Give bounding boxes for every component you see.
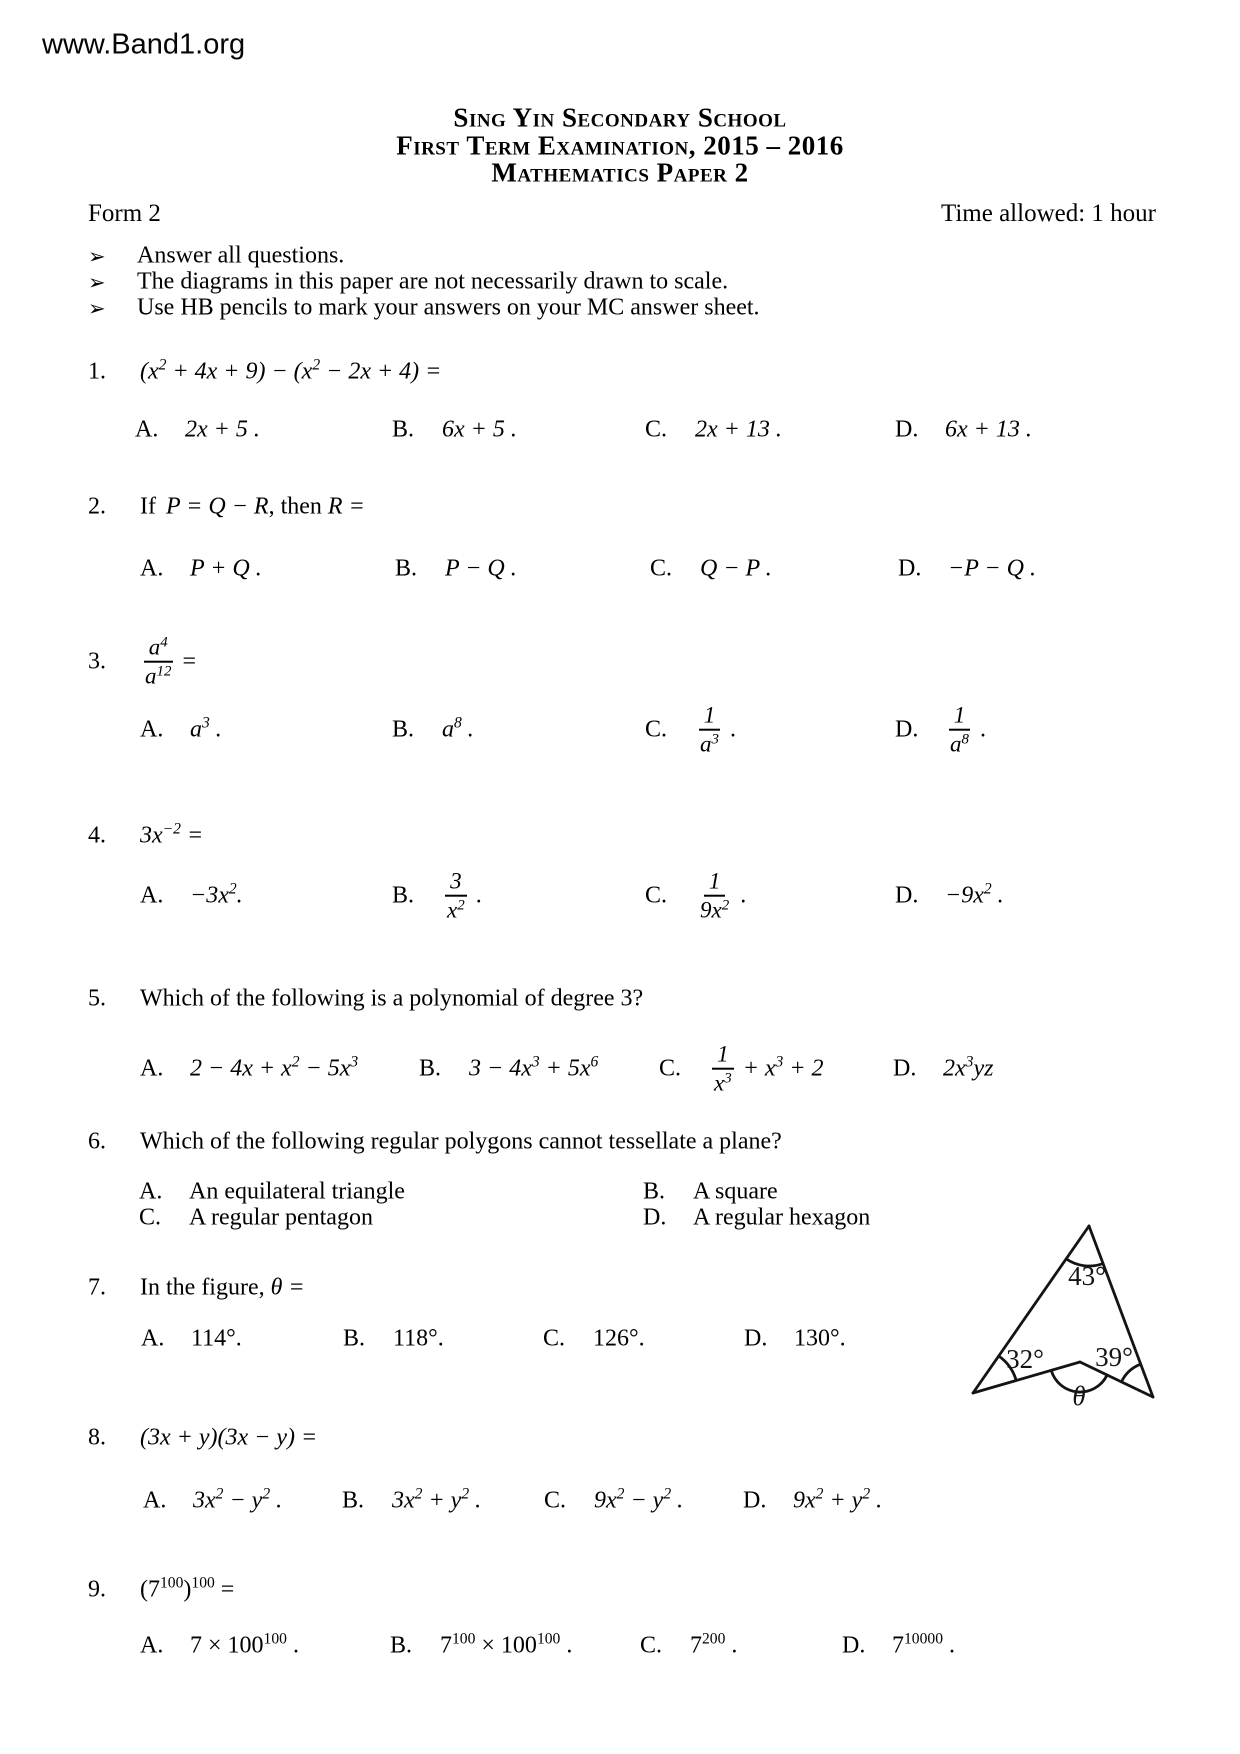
q4-stem-math: $3x^{-2}$ = <box>140 820 204 849</box>
q1-option-a: A. 2x + 5 . <box>135 416 260 443</box>
watermark-text: www.Band1.org <box>42 28 246 61</box>
q5-option-a: A. $2 - 4x + x^2 - 5x^3$ <box>140 1053 359 1082</box>
q8-option-b: B. $3x^2 + y^2$ . <box>342 1485 482 1514</box>
q5-stem <box>88 986 643 1013</box>
q4-option-c: C. $\frac{1}{9x^2}$ . <box>645 868 747 923</box>
q2-option-c: C. Q − P . <box>650 555 772 582</box>
q8-option-c: C. $9x^2 - y^2$ . <box>544 1485 684 1514</box>
triangle-figure <box>930 1080 1240 1410</box>
angle-label-right: 39° <box>1095 1342 1133 1372</box>
q1-number: 1. <box>88 358 106 385</box>
q6-option-a: A. An equilateral triangle <box>139 1178 405 1205</box>
q9-stem-math: $(7^{100})^{100}$ = <box>140 1574 235 1603</box>
theta-label: θ <box>1072 1381 1086 1410</box>
angle-label-left: 32° <box>1006 1344 1044 1374</box>
q5-number: 5. <box>88 985 106 1012</box>
q2-number: 2. <box>88 493 106 520</box>
q8-option-a: A. $3x^2 - y^2$ . <box>143 1485 283 1514</box>
arrow-bullet-icon: ➢ <box>88 270 106 294</box>
q7-option-a: A. 114°. <box>141 1325 242 1352</box>
instruction-item <box>88 295 760 322</box>
q8-number: 8. <box>88 1424 106 1451</box>
q9-option-b: B. $7^{100} \times 100^{100}$ . <box>390 1630 573 1659</box>
q9-stem <box>88 1574 235 1604</box>
q2-option-d: D. −P − Q . <box>898 555 1036 582</box>
q6-option-c: C. A regular pentagon <box>139 1204 373 1231</box>
q3-option-c: C. $\frac{1}{a^3}$ . <box>645 702 736 757</box>
q4-stem <box>88 820 204 850</box>
q6-stem <box>88 1129 782 1156</box>
header-school-row <box>0 103 1240 134</box>
instruction-text: Use HB pencils to mark your answers on your MC answer sheet. <box>137 294 760 321</box>
header-paper-row <box>0 158 1240 189</box>
q8-option-d: D. $9x^2 + y^2$ . <box>743 1485 883 1514</box>
q1-option-b: B. 6x + 5 . <box>392 416 517 443</box>
q4-number: 4. <box>88 822 106 849</box>
time-allowed: Time allowed: 1 hour <box>940 200 1156 227</box>
q5-option-c: C. $\frac{1}{x^3}$ + $x^3 + 2$ <box>659 1041 824 1096</box>
q8-stem-math: (3x + y)(3x − y) = <box>140 1424 318 1451</box>
q4-option-b-fraction: $\frac{3}{x^2}$ <box>447 868 465 923</box>
q1-stem-math: $(x^2 + 4x + 9) - (x^2 - 2x + 4)$ = <box>140 356 442 385</box>
form-label: Form 2 <box>88 200 161 227</box>
q7-stem: 7. In the figure, θ = <box>88 1274 305 1301</box>
q1-option-c: C. 2x + 13 . <box>645 416 782 443</box>
time-allowed-row <box>941 200 1156 228</box>
q7-option-b: B. 118°. <box>343 1325 444 1352</box>
q6-option-b: B. A square <box>643 1178 778 1205</box>
q8-stem <box>88 1425 317 1452</box>
q5-option-b: B. $3 - 4x^3 + 5x^6$ <box>419 1053 599 1082</box>
paper-title: Mathematics Paper 2 <box>491 157 749 188</box>
instruction-item <box>88 243 344 270</box>
q3-option-a: A. $a^3$ . <box>140 714 222 743</box>
q9-option-c: C. $7^{200}$ . <box>640 1630 738 1659</box>
q6-stem-text: Which of the following regular polygons cannot tessellate a plane? <box>140 1128 782 1155</box>
arrow-bullet-icon: ➢ <box>88 296 106 320</box>
angle-label-top: 43° <box>1068 1261 1106 1291</box>
q9-number: 9. <box>88 1576 106 1603</box>
q2-option-a: A. P + Q . <box>140 555 262 582</box>
q4-option-a: A. $-3x^2$. <box>140 880 243 909</box>
q4-option-c-fraction: $\frac{1}{9x^2}$ <box>700 868 730 923</box>
q3-number: 3. <box>88 648 106 675</box>
q4-option-b: B. $\frac{3}{x^2}$ . <box>392 868 482 923</box>
q7-option-d: D. 130°. <box>744 1325 846 1352</box>
q6-option-d: D. A regular hexagon <box>643 1204 871 1231</box>
q4-option-d: D. $-9x^2$ . <box>895 880 1004 909</box>
instruction-text: Answer all questions. <box>137 242 345 269</box>
form-label-row <box>88 200 161 228</box>
q7-number: 7. <box>88 1274 106 1301</box>
instruction-item <box>88 269 728 296</box>
arrow-bullet-icon: ➢ <box>88 244 106 268</box>
q3-option-c-fraction: $\frac{1}{a^3}$ <box>700 702 719 757</box>
q6-number: 6. <box>88 1128 106 1155</box>
q3-option-d-fraction: $\frac{1}{a^8}$ <box>950 702 969 757</box>
q9-option-a: A. $7 \times 100^{100}$ . <box>140 1630 299 1659</box>
q1-stem <box>88 356 442 386</box>
q3-stem-fraction: $\frac{a^4}{a^{12}}$ <box>145 634 172 689</box>
q3-option-d: D. $\frac{1}{a^8}$ . <box>895 702 986 757</box>
q5-stem-text: Which of the following is a polynomial of degree 3? <box>140 985 644 1012</box>
q1-option-d: D. 6x + 13 . <box>895 416 1032 443</box>
q2-option-b: B. P − Q . <box>395 555 517 582</box>
school-name: Sing Yin Secondary School <box>453 102 787 133</box>
q3-option-b: B. $a^8$ . <box>392 714 474 743</box>
exam-title: First Term Examination, 2015 – 2016 <box>396 130 844 161</box>
instruction-text: The diagrams in this paper are not necessarily drawn to scale. <box>137 268 729 295</box>
q3-stem: 3. $\frac{a^4}{a^{12}}$ = <box>88 634 196 689</box>
q5-option-c-fraction: $\frac{1}{x^3}$ <box>714 1041 732 1096</box>
q5-option-d: D. $2x^3yz$ <box>893 1053 994 1082</box>
q2-stem: 2. If P = Q − R , then R = <box>88 493 365 520</box>
q9-option-d: D. $7^{10000}$ . <box>842 1630 955 1659</box>
q7-option-c: C. 126°. <box>543 1325 645 1352</box>
watermark <box>42 29 245 62</box>
